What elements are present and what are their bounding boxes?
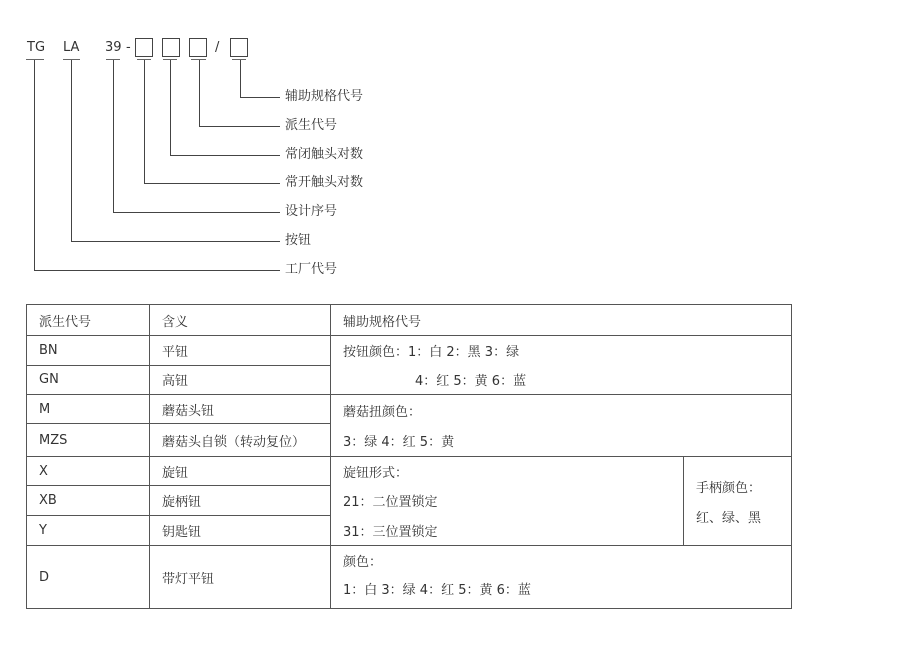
cell-meaning: 平钮 bbox=[150, 336, 331, 366]
label-derived: 派生代号 bbox=[285, 118, 338, 133]
cell-meaning: 蘑菇头钮 bbox=[150, 395, 331, 424]
leader-aux bbox=[241, 60, 281, 98]
cell-meaning: 蘑菇头自锁（转动复位） bbox=[150, 424, 331, 457]
placeholder-box-2 bbox=[163, 39, 180, 57]
table-header bbox=[27, 305, 792, 336]
spec-line: 31：三位置锁定 bbox=[343, 524, 438, 540]
cell-code: XB bbox=[27, 486, 150, 515]
cell-meaning: 带灯平钮 bbox=[150, 546, 331, 609]
spec-line: 1：白 3：绿 4：红 5：黄 6：蓝 bbox=[343, 582, 531, 598]
cell-knob-form bbox=[331, 457, 684, 546]
code-button: LA bbox=[63, 40, 80, 55]
placeholder-box-3 bbox=[190, 39, 207, 57]
table-row bbox=[27, 457, 792, 486]
spec-line: 颜色： bbox=[343, 554, 383, 570]
spec-line: 按钮颜色：1：白 2：黑 3：绿 bbox=[343, 345, 520, 360]
cell-button-color bbox=[331, 336, 792, 395]
label-factory: 工厂代号 bbox=[285, 262, 338, 277]
cell-code: D bbox=[27, 546, 150, 609]
cell-code: Y bbox=[27, 515, 150, 545]
label-aux-spec: 辅助规格代号 bbox=[285, 89, 364, 104]
code-factory: TG bbox=[27, 40, 46, 55]
spec-table bbox=[26, 304, 792, 609]
cell-handle-color bbox=[684, 457, 792, 546]
table-row bbox=[27, 336, 792, 366]
code-dash: - bbox=[126, 40, 131, 55]
code-structure-lines bbox=[0, 0, 900, 300]
spec-line: 3：绿 4：红 5：黄 bbox=[343, 435, 455, 451]
cell-lamp-color bbox=[331, 546, 792, 609]
leader-no bbox=[145, 60, 281, 184]
cell-code: GN bbox=[27, 365, 150, 395]
placeholder-box-4 bbox=[231, 39, 248, 57]
spec-line: 4：红 5：黄 6：蓝 bbox=[415, 374, 527, 389]
table-row bbox=[27, 395, 792, 424]
placeholder-box-1 bbox=[136, 39, 153, 57]
header-meaning: 含义 bbox=[150, 305, 331, 336]
label-button: 按钮 bbox=[285, 233, 312, 248]
header-aux: 辅助规格代号 bbox=[331, 305, 792, 336]
label-design-no: 设计序号 bbox=[285, 204, 338, 219]
header-code: 派生代号 bbox=[27, 305, 150, 336]
cell-meaning: 高钮 bbox=[150, 365, 331, 395]
cell-meaning: 旋柄钮 bbox=[150, 486, 331, 515]
cell-code: BN bbox=[27, 336, 150, 366]
leader-nc bbox=[171, 60, 281, 156]
spec-line: 手柄颜色： bbox=[696, 480, 762, 496]
spec-line: 旋钮形式： bbox=[343, 466, 409, 482]
spec-line: 红、绿、黑 bbox=[696, 510, 762, 526]
leader-design bbox=[114, 60, 281, 213]
cell-meaning: 旋钮 bbox=[150, 457, 331, 486]
code-slash: / bbox=[215, 40, 220, 55]
cell-code: MZS bbox=[27, 424, 150, 457]
cell-mushroom-color bbox=[331, 395, 792, 457]
cell-code: X bbox=[27, 457, 150, 486]
spec-line: 21：二位置锁定 bbox=[343, 495, 438, 511]
spec-line: 蘑菇扭颜色： bbox=[343, 404, 422, 420]
label-nc-contacts: 常闭触头对数 bbox=[285, 147, 364, 162]
code-design: 39 bbox=[105, 40, 122, 55]
leader-button bbox=[72, 60, 281, 242]
table-row bbox=[27, 546, 792, 609]
label-no-contacts: 常开触头对数 bbox=[285, 175, 364, 190]
cell-code: M bbox=[27, 395, 150, 424]
leader-derived bbox=[200, 60, 281, 127]
cell-meaning: 钥匙钮 bbox=[150, 515, 331, 545]
